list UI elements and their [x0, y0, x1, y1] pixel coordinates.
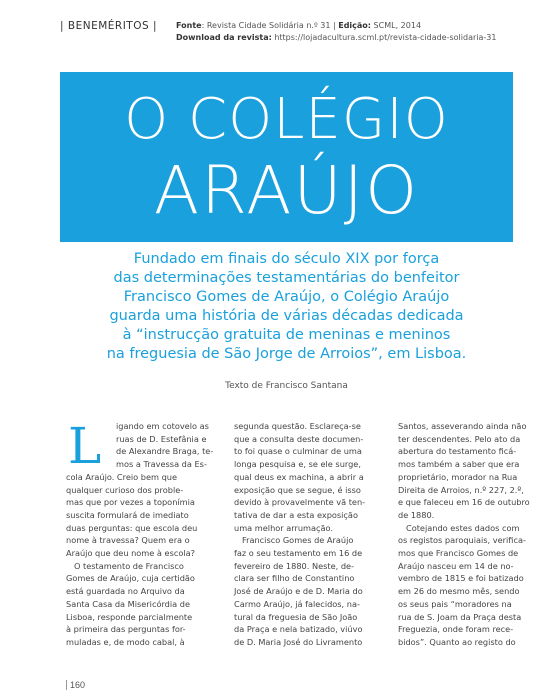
text-line: vembro de 1815 e foi batizado — [398, 573, 524, 584]
text-line: de Alexandre Braga, te- — [116, 446, 214, 457]
text-line: Araújo que deu nome à escola? — [66, 548, 195, 559]
lead-line: à “instrucção gratuita de meninas e meninos — [122, 327, 451, 343]
article-column-1 — [66, 417, 229, 649]
text-line: O testamento de Francisco — [74, 560, 184, 571]
author-credit: Texto de Francisco Santana — [225, 381, 348, 391]
text-line: os registos paroquiais, verifica- — [398, 535, 526, 546]
text-line: rua de S. Joam da Praça desta — [398, 611, 522, 622]
text-line: Santa Casa da Misericórdia de — [66, 598, 191, 609]
text-line: está guardada no Arquivo da — [66, 586, 185, 597]
source-label: Fonte — [176, 21, 202, 30]
text-line: Lisboa, responde parcialmente — [66, 611, 193, 622]
text-line: Cotejando estes dados com — [406, 522, 520, 533]
text-line: de 1880. — [398, 509, 435, 520]
text-line: clara ser filho de Constantino — [234, 573, 355, 584]
download-link[interactable]: https://lojadacultura.scml.pt/revista-cidade-solidaria-31 — [271, 33, 497, 42]
page-title — [60, 88, 513, 230]
download-line — [176, 32, 526, 44]
text-line: ter descendentes. Pelo ato da — [398, 433, 521, 444]
text-line: ruas de D. Estefânia e — [116, 433, 207, 444]
text-line: que a consulta deste documen- — [234, 433, 364, 444]
text-line: cola Araújo. Creio bem que — [66, 471, 177, 482]
page-number: 160 — [66, 680, 85, 690]
source-line — [176, 20, 526, 32]
text-line: Gomes de Araújo, cuja certidão — [66, 573, 195, 584]
title-line-1: O COLÉGIO — [124, 87, 449, 152]
text-line: Santos, asseverando ainda não — [398, 421, 527, 431]
source-text: : Revista Cidade Solidária n.º 31 | — [201, 21, 339, 30]
text-line: to foi quase o culminar de uma — [234, 446, 362, 457]
text-line: mos também a saber que era — [398, 459, 520, 470]
section-tag: | BENEMÉRITOS | — [60, 20, 158, 32]
text-line: qual deus ex machina, a abrir a — [234, 471, 364, 482]
text-line: muladas e, de modo cabal, à — [66, 636, 185, 647]
text-line: mas que por vezes a toponímia — [66, 497, 195, 508]
text-line: segunda questão. Esclareça-se — [234, 421, 361, 431]
edition-text: SCML, 2014 — [371, 21, 422, 30]
text-line: duas perguntas: que escola deu — [66, 522, 198, 533]
article-column-2 — [234, 420, 392, 649]
drop-cap: L — [68, 417, 102, 475]
text-line: e que faleceu em 16 de outubro — [398, 497, 530, 508]
text-line: Carmo Araújo, já falecidos, na- — [234, 598, 360, 609]
text-line: mos a Travessa da Es- — [116, 459, 207, 470]
lead-line: na freguesia de São Jorge de Arroios”, em Lisboa. — [106, 346, 467, 362]
text-line: tativa de dar a esta exposição — [234, 509, 358, 520]
text-line: faz o seu testamento em 16 de — [234, 548, 363, 559]
source-info — [176, 20, 526, 44]
text-line: devido à provavelmente vã ten- — [234, 497, 366, 508]
text-line: Direita de Arroios, n.º 227, 2.º, — [398, 484, 524, 495]
text-line: fevereiro de 1880. Neste, de- — [234, 560, 355, 571]
text-line: exposição que se segue, é isso — [234, 484, 361, 495]
text-line: à primeira das perguntas for- — [66, 624, 186, 635]
lead-line: Francisco Gomes de Araújo, o Colégio Araújo — [123, 289, 450, 305]
lead-paragraph — [60, 250, 513, 364]
text-line: da Praça e nela batizado, viúvo — [234, 624, 363, 635]
text-line: em 26 do mesmo mês, sendo — [398, 586, 520, 597]
text-line: qualquer curioso dos proble- — [66, 484, 184, 495]
text-line: de D. Maria José do Livramento — [234, 636, 363, 647]
text-line: Freguezia, onde foram rece- — [398, 624, 514, 635]
text-line: Araújo nasceu em 14 de no- — [398, 560, 514, 571]
text-line: Francisco Gomes de Araújo — [242, 535, 354, 546]
text-line: uma melhor arrumação. — [234, 522, 334, 533]
lead-line: guarda uma história de várias décadas dedicada — [109, 308, 464, 324]
text-line: bidos”. Quanto ao registo do — [398, 636, 516, 647]
text-line: abertura do testamento ficá- — [398, 446, 517, 457]
text-line: nome à travessa? Quem era o — [66, 535, 190, 546]
edition-label: Edição: — [338, 21, 372, 30]
text-line: mos que Francisco Gomes de — [398, 548, 519, 559]
text-line: os seus pais “moradores na — [398, 598, 512, 609]
text-line: tural da freguesia de São João — [234, 611, 358, 622]
download-label: Download da revista: — [176, 33, 272, 42]
article-column-3 — [398, 420, 530, 649]
lead-line: Fundado em finais do século XIX por força — [133, 251, 440, 267]
lead-line: das determinações testamentárias do benfeitor — [113, 270, 460, 286]
text-line: suscita formulará de imediato — [66, 509, 189, 520]
text-line: igando em cotovelo as — [116, 421, 209, 431]
text-line: José de Araújo e de D. Maria do — [234, 586, 363, 597]
text-line: proprietário, morador na Rua — [398, 471, 518, 482]
text-line: longa pesquisa e, se ele surge, — [234, 459, 361, 470]
title-line-2: ARAÚJO — [153, 152, 420, 229]
